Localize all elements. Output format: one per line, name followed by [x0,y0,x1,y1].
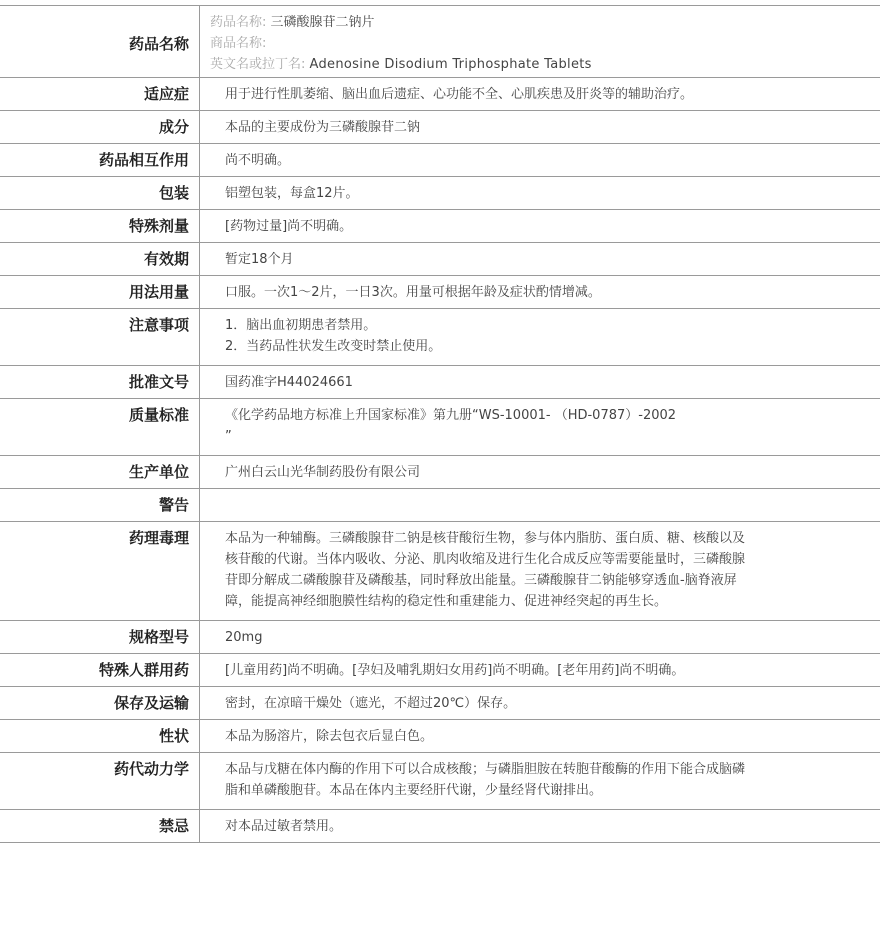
row-label: 生产单位 [0,456,200,488]
row-label: 质量标准 [0,399,200,455]
row-label: 禁忌 [0,810,200,842]
value-line: 用于进行性肌萎缩、脑出血后遗症、心功能不全、心肌疾患及肝炎等的辅助治疗。 [225,87,694,102]
value-line: 1．脑出血初期患者禁用。 [225,318,377,333]
value-line: 本品与戊糖在体内酶的作用下可以合成核酸；与磷脂胆胺在转胞苷酸酶的作用下能合成脑磷 [225,762,746,777]
row-label: 药理毒理 [0,522,200,620]
info-row [0,309,880,366]
value-line: 尚不明确。 [225,153,291,168]
value-line: 口服。一次1～2片，一日3次。用量可根据年龄及症状酌情增减。 [225,285,601,300]
row-label: 性状 [0,720,200,752]
drug-name-row [0,5,880,78]
value-line: 核苷酸的代谢。当体内吸收、分泌、肌肉收缩及进行生化合成反应等需要能量时，三磷酸腺 [225,552,746,567]
value-line: 本品的主要成份为三磷酸腺苷二钠 [225,120,421,135]
info-row [0,654,880,687]
info-row [0,276,880,309]
info-row [0,243,880,276]
info-row [0,78,880,111]
value-line: 《化学药品地方标准上升国家标准》第九册“WS-10001- （HD-0787）-2002 [225,408,677,423]
info-row [0,810,880,843]
row-label: 注意事项 [0,309,200,365]
row-value [200,243,880,275]
row-label: 警告 [0,489,200,521]
row-label: 用法用量 [0,276,200,308]
row-value [200,309,880,365]
drug-name-block [200,6,880,77]
info-row [0,720,880,753]
row-label: 特殊剂量 [0,210,200,242]
row-value [200,366,880,398]
value-line [225,495,790,516]
row-value [200,111,880,143]
row-value [200,522,880,620]
row-value [200,621,880,653]
value-line: [药物过量]尚不明确。 [225,219,353,234]
value-line: 本品为肠溶片，除去包衣后显白色。 [225,729,434,744]
info-row [0,177,880,210]
row-label: 适应症 [0,78,200,110]
row-value [200,654,880,686]
row-label: 规格型号 [0,621,200,653]
info-row [0,687,880,720]
value-line: 苷即分解成二磷酸腺苷及磷酸基，同时释放出能量。三磷酸腺苷二钠能够穿透血-脑脊液屏 [225,573,737,588]
info-row [0,210,880,243]
info-row [0,144,880,177]
row-value [200,720,880,752]
value-line: ” [225,429,232,444]
value-line: 对本品过敏者禁用。 [225,819,343,834]
info-row [0,111,880,144]
trade-name-label: 商品名称: [210,36,267,51]
row-label: 药品名称 [0,6,200,77]
info-row [0,753,880,810]
row-label: 保存及运输 [0,687,200,719]
row-value [200,78,880,110]
info-row [0,399,880,456]
info-row [0,456,880,489]
value-line: 2．当药品性状发生改变时禁止使用。 [225,339,442,354]
english-name-label: 英文名或拉丁名: [210,57,306,72]
value-line: 障，能提高神经细胞膜性结构的稳定性和重建能力、促进神经突起的再生长。 [225,594,668,609]
row-value [200,177,880,209]
row-label: 成分 [0,111,200,143]
row-value [200,456,880,488]
info-row [0,366,880,399]
row-label: 特殊人群用药 [0,654,200,686]
row-value [200,687,880,719]
generic-name-label: 药品名称: [210,15,267,30]
row-value [200,489,880,521]
generic-name-value: 三磷酸腺苷二钠片 [270,15,375,30]
value-line: 20mg [225,630,263,645]
value-line: 国药准字H44024661 [225,375,353,390]
row-value [200,144,880,176]
value-line: [儿童用药]尚不明确。[孕妇及哺乳期妇女用药]尚不明确。[老年用药]尚不明确。 [225,663,685,678]
row-label: 药品相互作用 [0,144,200,176]
row-label: 包装 [0,177,200,209]
value-line: 广州白云山光华制药股份有限公司 [225,465,421,480]
english-name-value: Adenosine Disodium Triphosphate Tablets [309,57,592,72]
row-value [200,399,880,455]
value-line: 脂和单磷酸胞苷。本品在体内主要经肝代谢，少量经肾代谢排出。 [225,783,603,798]
info-row [0,522,880,621]
row-label: 有效期 [0,243,200,275]
info-row [0,489,880,522]
value-line: 密封，在凉暗干燥处（遮光，不超过20℃）保存。 [225,696,517,711]
value-line: 暂定18个月 [225,252,294,267]
drug-info-table [0,5,880,843]
row-value [200,276,880,308]
info-row [0,621,880,654]
row-label: 药代动力学 [0,753,200,809]
value-line: 铝塑包装，每盒12片。 [225,186,359,201]
row-value [200,753,880,809]
row-value [200,810,880,842]
row-value [200,210,880,242]
value-line: 本品为一种辅酶。三磷酸腺苷二钠是核苷酸衍生物，参与体内脂肪、蛋白质、糖、核酸以及 [225,531,746,546]
row-label: 批准文号 [0,366,200,398]
